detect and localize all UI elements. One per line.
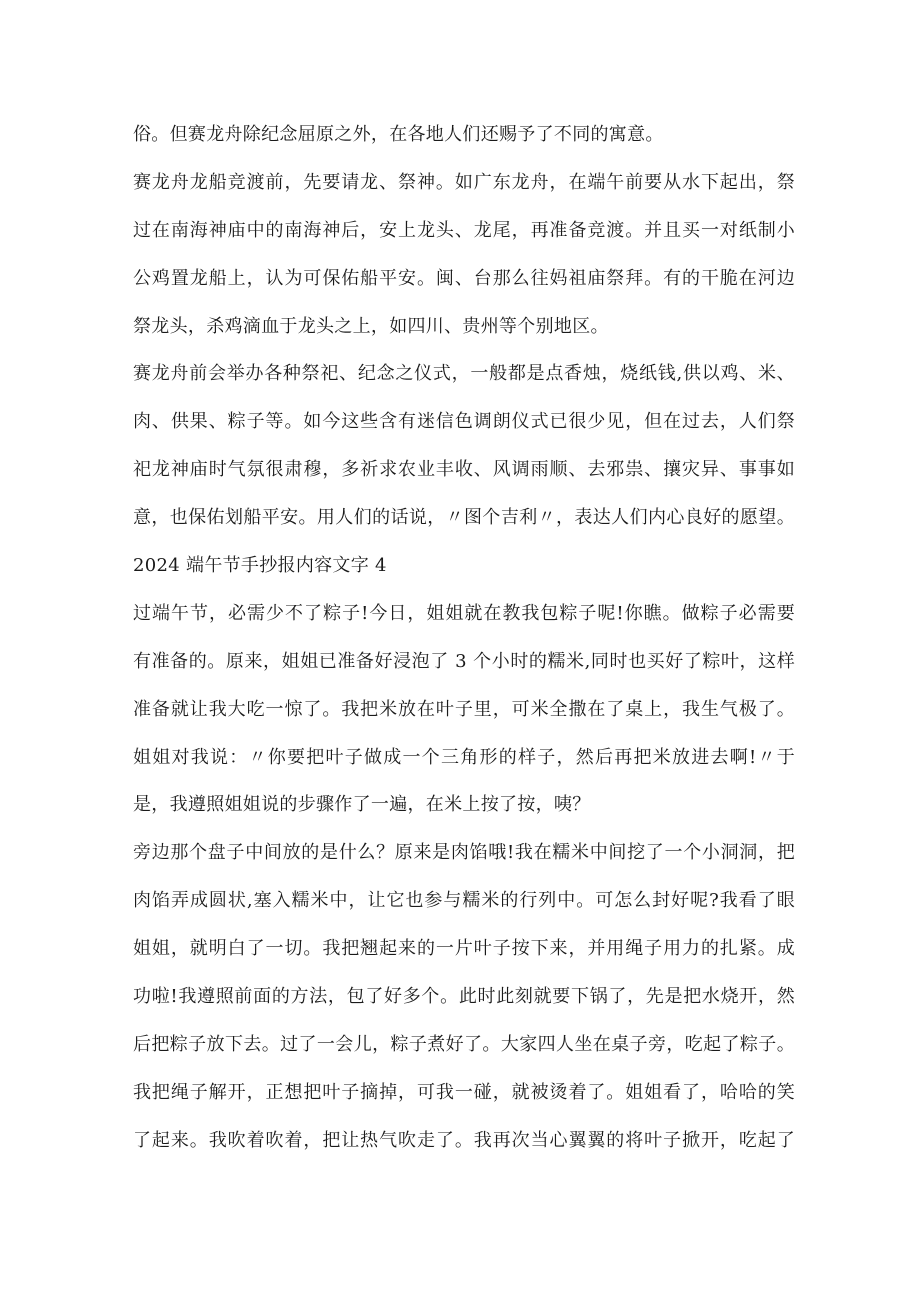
text-line: 我把绳子解开，正想把叶子摘掉，可我一碰，就被烫着了。姐姐看了，哈哈的笑 — [133, 1081, 795, 1103]
text-line: 有准备的。原来，姐姐已准备好浸泡了 3 个小时的糯米,同时也买好了粽叶，这样 — [133, 650, 795, 672]
text-line: 过端午节，必需少不了粽子!今日，姐姐就在教我包粽子呢!你瞧。做粽子必需要 — [133, 602, 795, 624]
document-body — [133, 111, 795, 1165]
text-line: 肉馅弄成圆状,塞入糯米中，让它也参与糯米的行列中。可怎么封好呢?我看了眼 — [133, 890, 795, 912]
text-line: 赛龙舟龙船竞渡前，先要请龙、祭神。如广东龙舟，在端午前要从水下起出，祭 — [133, 171, 795, 193]
section-heading: 2024 端午节手抄报内容文字 4 — [133, 555, 387, 577]
text-line: 后把粽子放下去。过了一会儿，粽子煮好了。大家四人坐在桌子旁，吃起了粽子。 — [133, 1033, 795, 1055]
text-line: 功啦!我遵照前面的方法，包了好多个。此时此刻就要下锅了，先是把水烧开，然 — [133, 986, 795, 1008]
text-line: 俗。但赛龙舟除纪念屈原之外，在各地人们还赐予了不同的寓意。 — [133, 124, 664, 145]
text-line: 赛龙舟前会举办各种祭祀、纪念之仪式，一般都是点香烛，烧纸钱,供以鸡、米、 — [133, 363, 795, 385]
text-line: 公鸡置龙船上，认为可保佑船平安。闽、台那么往妈祖庙祭拜。有的干脆在河边 — [133, 267, 795, 289]
text-line: 过在南海神庙中的南海神后，安上龙头、龙尾，再准备竞渡。并且买一对纸制小 — [133, 219, 795, 241]
text-line: 姐姐对我说：〃你要把叶子做成一个三角形的样子，然后再把米放进去啊!〃于 — [133, 746, 795, 768]
text-line: 准备就让我大吃一惊了。我把米放在叶子里，可米全撒在了桌上，我生气极了。 — [133, 698, 795, 720]
text-line: 肉、供果、粽子等。如今这些含有迷信色调朗仪式已很少见，但在过去，人们祭 — [133, 411, 795, 433]
text-line: 是，我遵照姐姐说的步骤作了一遍，在米上按了按，咦？ — [133, 794, 591, 816]
text-line: 姐姐，就明白了一切。我把翘起来的一片叶子按下来，并用绳子用力的扎紧。成 — [133, 938, 795, 960]
text-line: 祭龙头，杀鸡滴血于龙头之上，如四川、贵州等个别地区。 — [133, 315, 609, 337]
text-line: 了起来。我吹着吹着，把让热气吹走了。我再次当心翼翼的将叶子掀开，吃起了 — [133, 1129, 795, 1151]
text-line: 意，也保佑划船平安。用人们的话说，〃图个吉利〃，表达人们内心良好的愿望。 — [133, 507, 795, 529]
text-line: 祀龙神庙时气氛很肃穆，多祈求农业丰收、风调雨顺、去邪祟、攘灾异、事事如 — [133, 459, 795, 481]
text-line: 旁边那个盘子中间放的是什么？原来是肉馅哦!我在糯米中间挖了一个小洞洞，把 — [133, 842, 795, 864]
